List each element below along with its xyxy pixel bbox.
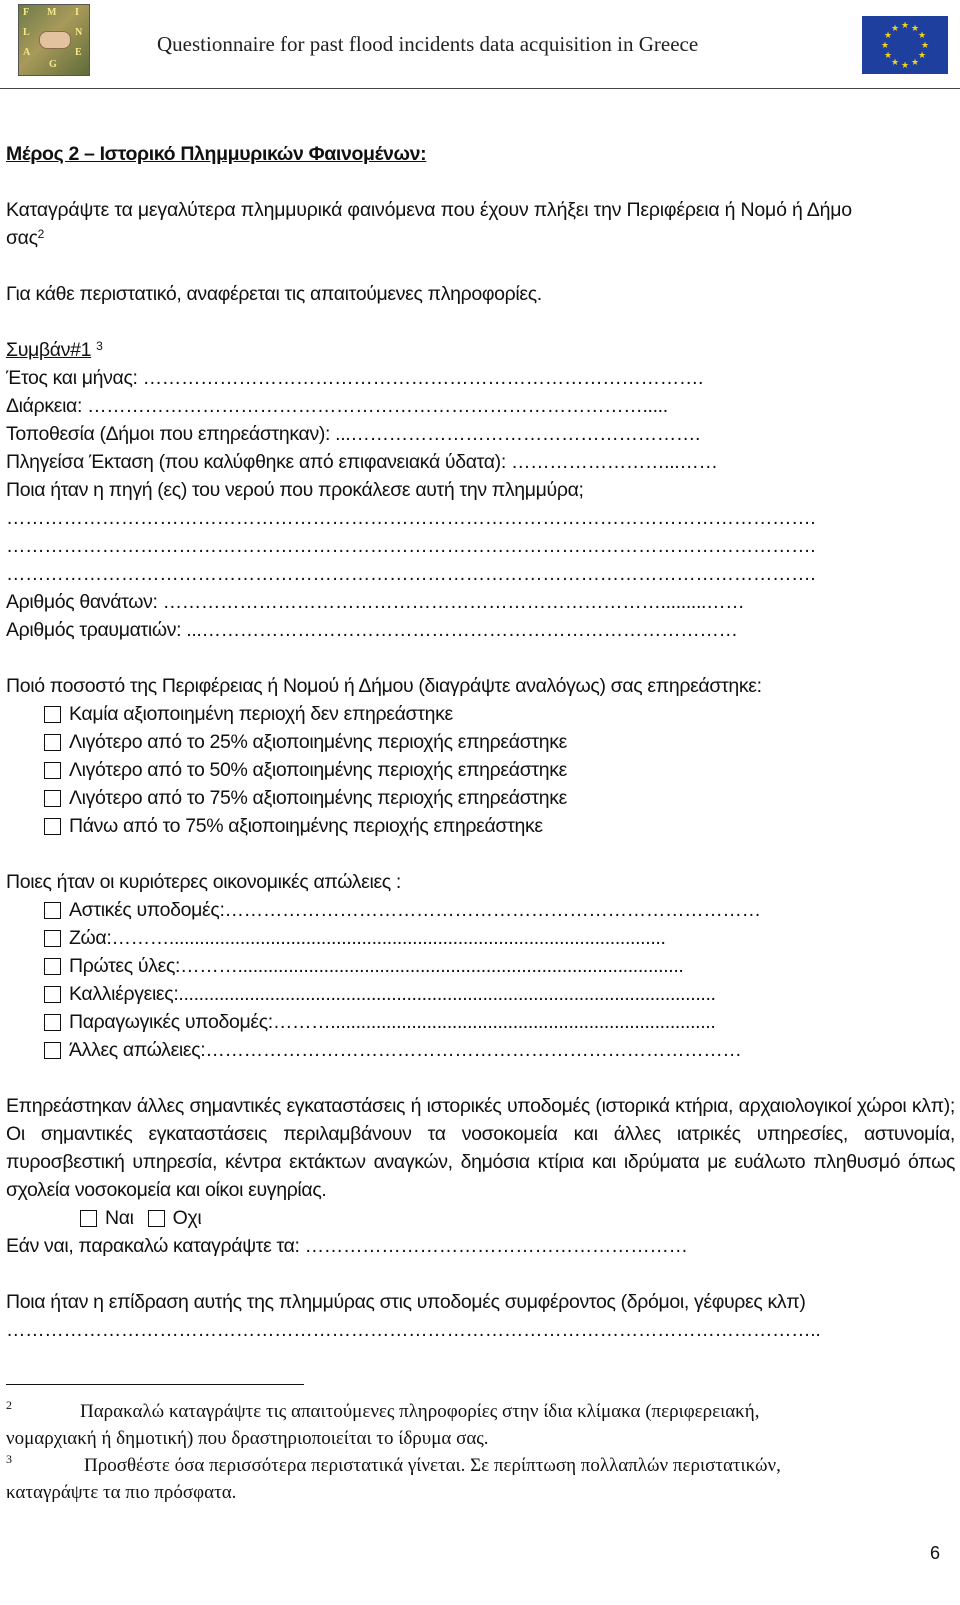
checkbox[interactable] [44,986,61,1003]
percentage-option[interactable] [6,784,955,812]
checkbox[interactable] [44,902,61,919]
percentage-option[interactable] [6,756,955,784]
checkbox[interactable] [44,734,61,751]
field-injuries[interactable] [6,616,955,644]
svg-text:★: ★ [917,50,927,60]
loss-item[interactable] [6,952,955,980]
field-label: Διάρκεια: [6,395,88,417]
option-label: Καμία αξιοποιημένη περιοχή δεν επηρεάστηκε [69,703,453,725]
page-header [0,0,960,90]
field-label: Αριθμός θανάτων: [6,591,163,613]
handshake-icon [39,31,71,49]
checkbox[interactable] [44,1014,61,1031]
field-if-yes[interactable] [6,1232,955,1260]
loss-item[interactable] [6,896,955,924]
footnote-3-cont: καταγράψτε τα πιο πρόσφατα. [6,1482,237,1503]
checkbox[interactable] [44,958,61,975]
yes-no-choice[interactable] [6,1204,955,1232]
logo-letter: F [23,7,30,18]
percentage-option[interactable] [6,700,955,728]
footnote-text: Παρακαλώ καταγράψτε τις απαιτούμενες πληροφορίες στην ίδια κλίμακα (περιφερειακή, [80,1401,760,1422]
field-location[interactable] [6,420,955,448]
field-duration[interactable] [6,392,955,420]
page-number: 6 [930,1543,941,1563]
facilities-paragraph: Επηρεάστηκαν άλλες σημαντικές εγκαταστάσεις ή ιστορικές υποδομές (ιστορικά κτήρια, αρχαιολογικοί χώροι κλπ); Οι σημαντικές εγκαταστάσεις περιλαμβάνουν τα νοσοκομεία και άλλες ιατρικές υπηρεσίες, αστυνομία, πυροσβεστική υπηρεσία, κέντρα εκτάκτων αναγκών, δημόσια κτίρια και ιδρύματα με ευάλωτο πληθυσμό όπως σχολεία νοσοκομεία και οίκοι ευγηρίας. [6,1095,955,1201]
svg-text:★: ★ [917,30,927,40]
intro-text [6,196,955,224]
logo-letter: E [75,47,82,58]
loss-item[interactable] [6,1008,955,1036]
field-label: Τοποθεσία (Δήμοι που επηρεάστηκαν): [6,423,336,445]
option-label: Λιγότερο από το 50% αξιοποιημένης περιοχής επηρεάστηκε [69,759,567,781]
loss-label: Αστικές υποδομές: [69,899,225,921]
intro-line: σας [6,227,38,249]
field-label: Εάν ναι, παρακαλώ καταγράψτε τα: [6,1235,305,1257]
percentage-option[interactable] [6,812,955,840]
logo-letter: I [75,7,79,18]
field-label: Πληγείσα Έκταση (που καλύφθηκε από επιφανειακά ύδατα): [6,451,511,473]
checkbox[interactable] [44,762,61,779]
logo-letter: G [49,59,57,70]
footnote-ref[interactable]: 3 [96,339,103,353]
blank-answer-line[interactable]: ………………………………………………………………………………………………………………. [6,507,816,529]
yes-label: Ναι [105,1207,134,1229]
blank-answer-line[interactable]: ……………………………………………………………………………………………………………….. [6,1319,821,1341]
loss-label: Ζώα: [69,927,112,949]
incident-heading [6,336,955,364]
footnote-2-cont: νομαρχιακή ή δημοτική) που δραστηριοποιείται το ίδρυμα σας. [6,1428,489,1449]
fill-in-dots[interactable]: ...………………………………………………………………………… [186,619,738,641]
fill-in-dots[interactable]: ……………………...…… [510,451,718,473]
option-label: Λιγότερο από το 25% αξιοποιημένης περιοχής επηρεάστηκε [69,731,567,753]
svg-text:★: ★ [900,60,910,70]
field-label: Έτος και μήνας: [6,367,143,389]
loss-label: Πρώτες ύλες: [69,955,181,977]
svg-text:★: ★ [890,23,900,33]
no-label: Οχι [172,1207,202,1229]
fill-in-dots[interactable]: ………………………………………………………………………… [224,899,761,921]
fill-in-dots[interactable]: ……….................................................................................................. [111,927,666,949]
field-deaths[interactable] [6,588,955,616]
checkbox[interactable] [44,790,61,807]
fill-in-dots[interactable]: .......................................................................................................... [178,983,716,1005]
checkbox[interactable] [44,818,61,835]
eu-flag-icon [862,16,948,74]
field-year-month[interactable] [6,364,955,392]
fill-in-dots[interactable]: ……………………………………………………………………………..... [87,395,668,417]
logo-letter: N [75,27,83,38]
section-title: Μέρος 2 – Ιστορικό Πλημμυρικών Φαινομένων: [6,143,427,165]
svg-text:★: ★ [910,57,920,67]
field-affected-area[interactable] [6,448,955,476]
logo-letter: M [47,7,57,18]
svg-text:★: ★ [880,40,890,50]
field-label: Αριθμός τραυματιών: [6,619,187,641]
instructions-text: Για κάθε περιστατικό, αναφέρεται τις απαιτούμενες πληροφορίες. [6,283,542,305]
loss-item[interactable] [6,1036,955,1064]
field-label: Ποια ήταν η πηγή (ες) του νερού που προκάλεσε αυτή την πλημμύρα; [6,479,584,501]
loss-label: Παραγωγικές υποδομές: [69,1011,273,1033]
footnote-3: 3 Προσθέστε όσα περισσότερα περιστατικά γίνεται. Σε περίπτωση πολλαπλών περιστατικών, [6,1452,781,1476]
footnotes [6,1398,906,1506]
fill-in-dots[interactable]: …………………………………………………………………….........…… [162,591,745,613]
svg-text:★: ★ [883,30,893,40]
handshake-logo-icon [18,4,90,76]
fill-in-dots[interactable]: ……………………………………………………………………………. [142,367,704,389]
blank-answer-line[interactable]: ………………………………………………………………………………………………………………. [6,535,816,557]
incident-label: Συμβάν#1 [6,339,92,361]
fill-in-dots[interactable]: ...………………………………………………. [335,423,701,445]
loss-label: Άλλες απώλειες: [69,1039,206,1061]
percentage-question: Ποιό ποσοστό της Περιφέρειας ή Νομού ή Δήμου (διαγράψτε αναλόγως) σας επηρεάστηκε: [6,675,762,697]
header-divider [0,88,960,89]
svg-text:★: ★ [890,57,900,67]
document-title: Questionnaire for past flood incidents data acquisition in Greece [157,32,699,56]
svg-text:★: ★ [910,23,920,33]
field-water-source [6,476,955,504]
fill-in-dots[interactable]: ………............................................................................ [272,1011,716,1033]
impact-question: Ποια ήταν η επίδραση αυτής της πλημμύρας στις υποδομές συμφέροντος (δρόμοι, γέφυρες κλπ) [6,1291,806,1313]
intro-text-cont [6,224,955,252]
logo-letter: L [23,27,30,38]
footnote-text: Προσθέστε όσα περισσότερα περιστατικά γίνεται. Σε περίπτωση πολλαπλών περιστατικών, [84,1455,781,1476]
blank-answer-line[interactable]: ………………………………………………………………………………………………………………. [6,563,816,585]
option-label: Πάνω από το 75% αξιοποιημένης περιοχής επηρεάστηκε [69,815,543,837]
no-checkbox[interactable] [148,1210,165,1227]
yes-checkbox[interactable] [80,1210,97,1227]
checkbox[interactable] [44,706,61,723]
footnote-2: 2 Παρακαλώ καταγράψτε τις απαιτούμενες πληροφορίες στην ίδια κλίμακα (περιφερειακή, [6,1398,760,1422]
checkbox[interactable] [44,930,61,947]
loss-item[interactable] [6,924,955,952]
loss-item[interactable] [6,980,955,1008]
document-body [6,140,955,1344]
fill-in-dots[interactable]: ………………………………………………………………………… [205,1039,742,1061]
fill-in-dots[interactable]: …………………………………………………… [304,1235,688,1257]
option-label: Λιγότερο από το 75% αξιοποιημένης περιοχής επηρεάστηκε [69,787,567,809]
logo-letter: A [23,47,31,58]
svg-text:★: ★ [920,40,930,50]
svg-text:★: ★ [900,20,910,30]
checkbox[interactable] [44,1042,61,1059]
footnote-divider [6,1384,304,1385]
svg-text:★: ★ [883,50,893,60]
losses-question: Ποιες ήταν οι κυριότερες οικονομικές απώλειες : [6,871,401,893]
intro-line: Καταγράψτε τα μεγαλύτερα πλημμυρικά φαινόμενα που έχουν πλήξει την Περιφέρεια ή Νομό ή Δήμο [6,199,852,221]
percentage-option[interactable] [6,728,955,756]
footnote-ref[interactable]: 2 [37,227,44,241]
fill-in-dots[interactable]: ………........................................................................................ [180,955,684,977]
loss-label: Καλλιέργειες: [69,983,179,1005]
